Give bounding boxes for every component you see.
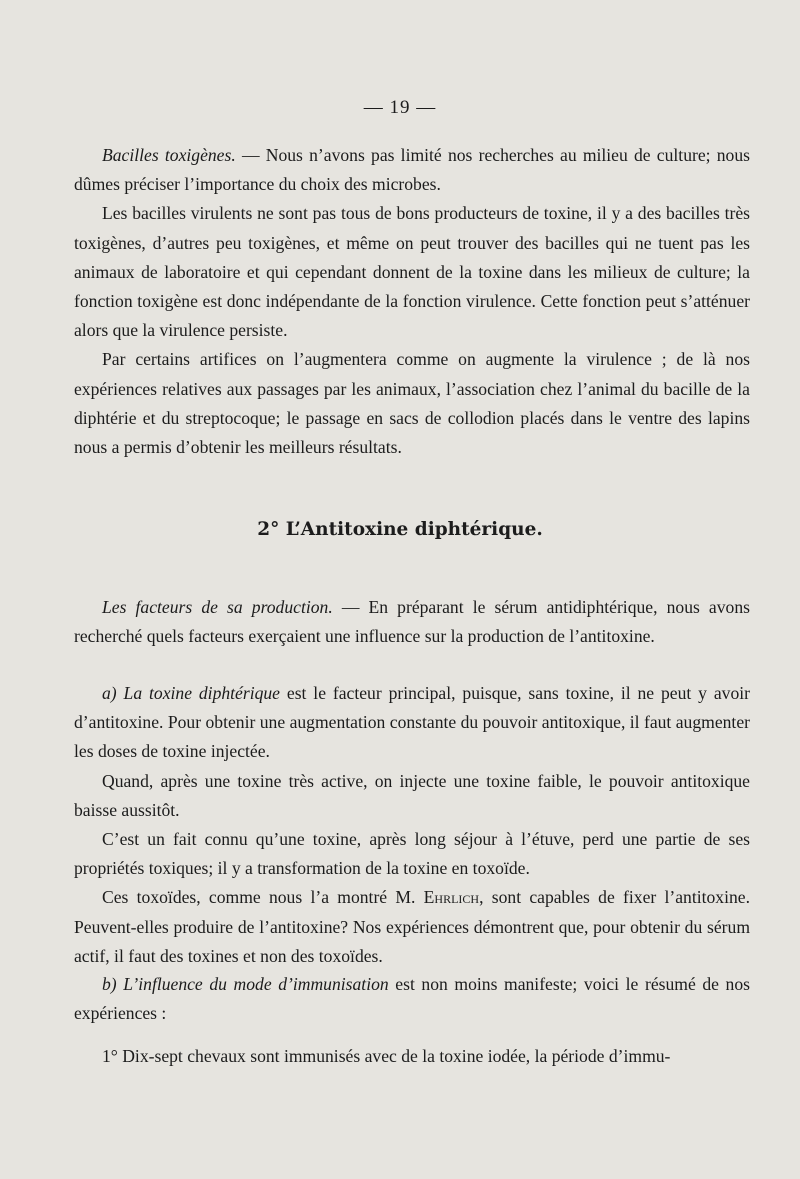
facteurs-section bbox=[74, 593, 750, 651]
paragraph-text: Ces toxoïdes, comme nous l’a montré M. bbox=[102, 887, 424, 908]
paragraph bbox=[74, 970, 750, 1028]
item-label: a) bbox=[102, 683, 117, 703]
paragraph bbox=[74, 883, 750, 971]
paragraph bbox=[74, 679, 750, 767]
paragraph-text: — Nous n’avons pas limité nos recherches au milieu de culture; nous dûmes préciser l’importance du choix des microbes. bbox=[74, 145, 750, 195]
paragraph: Quand, après une toxine très active, on injecte une toxine faible, le pouvoir antitoxique baisse aussitôt. bbox=[74, 770, 750, 820]
paragraph: Les bacilles virulents ne sont pas tous de bons producteurs de toxine, il y a des bacilles très toxigènes, d’autres peu toxigènes, et même on peut trouver des bacilles qui ne tuent pas les animaux de laboratoire et qui cependant donnent de la toxine dans les milieux de culture; la fonction toxigène est donc indépendante de la fonction virulence. Cette fonction peut s’atténuer alors que la virulence persiste. bbox=[74, 203, 750, 341]
paragraph: 1° Dix-sept chevaux sont immunisés avec de la toxine iodée, la période d’immu- bbox=[102, 1046, 671, 1066]
paragraph-lead-italic: Bacilles toxigènes. bbox=[102, 145, 236, 165]
paragraph-text: est le facteur principal, puisque, sans toxine, il ne peut y avoir d’antitoxine. Pour obtenir une augmentation constante du pouvoir antitoxique, il faut augmenter les doses de toxine injectée. bbox=[74, 683, 750, 762]
paragraph-text: , sont capables de fixer l’antitoxine. Peuvent-elles produire de l’antitoxine? Nos expériences démontrent que, pour obtenir du sérum actif, il faut des toxines et non des toxoïdes. bbox=[74, 887, 750, 966]
toxine-section bbox=[74, 679, 750, 971]
paragraph bbox=[74, 593, 750, 651]
immunisation-section bbox=[74, 970, 750, 1028]
item-label: b) bbox=[102, 974, 117, 994]
paragraph-lead-italic: L’influence du mode d’immunisation bbox=[123, 974, 389, 994]
paragraph bbox=[74, 141, 750, 199]
paragraph-lead-italic: La toxine diphtérique bbox=[123, 683, 280, 703]
page-number: — 19 — bbox=[363, 97, 437, 118]
section-heading: 2° L’Antitoxine diphtérique. bbox=[257, 519, 543, 540]
author-name: Ehrlich bbox=[423, 887, 480, 908]
final-section bbox=[74, 1042, 750, 1071]
paragraph: C’est un fait connu qu’une toxine, après long séjour à l’étuve, perd une partie de ses propriétés toxiques; il y a transformation de la toxine en toxoïde. bbox=[74, 829, 750, 879]
paragraph-text: — En préparant le sérum antidiphtérique, nous avons recherché quels facteurs exerçaient une influence sur la production de l’antitoxine. bbox=[74, 597, 750, 647]
paragraph-lead-italic: Les facteurs de sa production. bbox=[102, 597, 333, 617]
bacilles-section bbox=[74, 141, 750, 462]
paragraph-text: est non moins manifeste; voici le résumé de nos expériences : bbox=[74, 974, 751, 1024]
paragraph: Par certains artifices on l’augmentera comme on augmente la virulence ; de là nos expériences relatives aux passages par les animaux, l’association chez l’animal du bacille de la diphtérie et du streptocoque; le passage en sacs de collodion placés dans le ventre des lapins nous a permis d’obtenir les meilleurs résultats. bbox=[74, 349, 750, 458]
